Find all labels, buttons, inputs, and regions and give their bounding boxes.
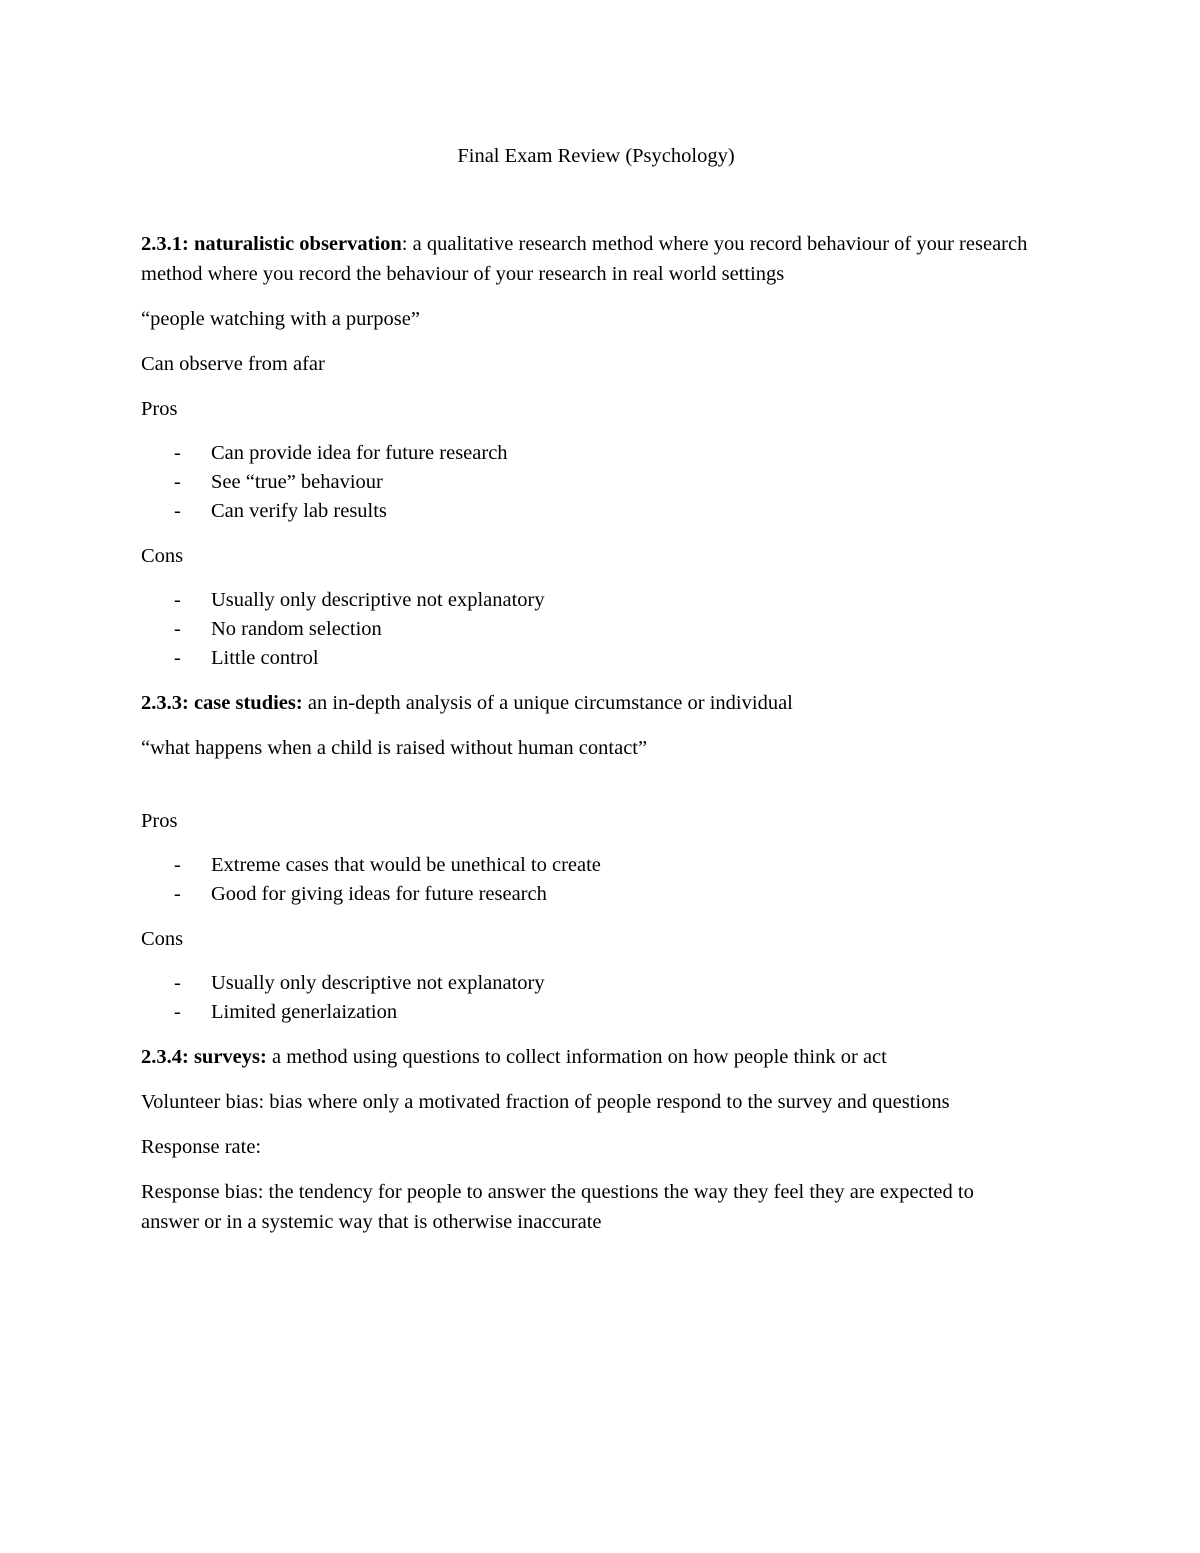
dash-bullet: - — [174, 883, 181, 905]
document-body — [141, 229, 1031, 1252]
naturalistic-quote: “people watching with a purpose” — [141, 308, 420, 330]
naturalistic-pros-label: Pros — [141, 398, 178, 420]
section-term: naturalistic observation — [193, 233, 402, 255]
list-item — [141, 586, 1031, 615]
list-item — [141, 851, 1031, 880]
section-definition: a method using questions to collect information on how people think or act — [266, 1046, 887, 1068]
naturalistic-note: Can observe from afar — [141, 353, 325, 375]
naturalistic-definition — [141, 229, 1031, 289]
dash-bullet: - — [174, 500, 181, 522]
case-studies-cons-label: Cons — [141, 928, 184, 950]
case-studies-pros-label: Pros — [141, 810, 178, 832]
list-item — [141, 468, 1031, 497]
dash-bullet: - — [174, 972, 181, 994]
case-studies-quote: “what happens when a child is raised without human contact” — [141, 737, 648, 759]
naturalistic-cons-label: Cons — [141, 545, 184, 567]
naturalistic-pros-list — [141, 439, 1031, 526]
list-item — [141, 969, 1031, 998]
document-title: Final Exam Review (Psychology) — [457, 145, 735, 167]
list-item-text: Usually only descriptive not explanatory — [211, 589, 545, 611]
list-item-text: No random selection — [211, 618, 382, 640]
surveys-volunteer-bias: Volunteer bias: bias where only a motivated fraction of people respond to the survey and questions — [141, 1091, 950, 1113]
case-studies-cons-list — [141, 969, 1031, 1027]
dash-bullet: - — [174, 471, 181, 493]
surveys-response-rate: Response rate: — [141, 1136, 262, 1158]
list-item — [141, 497, 1031, 526]
list-item-text: Can verify lab results — [211, 500, 387, 522]
list-item-text: Limited generlaization — [211, 1001, 398, 1023]
surveys-definition — [141, 1042, 1031, 1072]
section-term: case studies: — [193, 692, 303, 714]
list-item-text: Good for giving ideas for future research — [211, 883, 547, 905]
list-item-text: See “true” behaviour — [211, 471, 383, 493]
naturalistic-cons-list — [141, 586, 1031, 673]
dash-bullet: - — [174, 442, 181, 464]
section-number: 2.3.4: — [141, 1046, 189, 1068]
section-number: 2.3.3: — [141, 692, 189, 714]
list-item-text: Can provide idea for future research — [211, 442, 508, 464]
list-item — [141, 998, 1031, 1027]
list-item-text: Little control — [211, 647, 319, 669]
list-item — [141, 439, 1031, 468]
section-number: 2.3.1: — [141, 233, 189, 255]
dash-bullet: - — [174, 589, 181, 611]
dash-bullet: - — [174, 854, 181, 876]
surveys-response-bias: Response bias: the tendency for people to answer the questions the way they feel they are expected to answer or in a systemic way that is otherwise inaccurate — [141, 1181, 974, 1233]
case-studies-pros-list — [141, 851, 1031, 909]
section-definition: an in-depth analysis of a unique circumstance or individual — [302, 692, 793, 714]
section-term: surveys: — [193, 1046, 267, 1068]
dash-bullet: - — [174, 1001, 181, 1023]
case-studies-definition — [141, 688, 1031, 718]
list-item — [141, 880, 1031, 909]
list-item-text: Usually only descriptive not explanatory — [211, 972, 545, 994]
dash-bullet: - — [174, 618, 181, 640]
list-item — [141, 644, 1031, 673]
section-definition: : a qualitative research method where you record behaviour of your research method where you record the behaviour of your research in real world settings — [141, 233, 1028, 285]
list-item-text: Extreme cases that would be unethical to create — [211, 854, 601, 876]
list-item — [141, 615, 1031, 644]
dash-bullet: - — [174, 647, 181, 669]
